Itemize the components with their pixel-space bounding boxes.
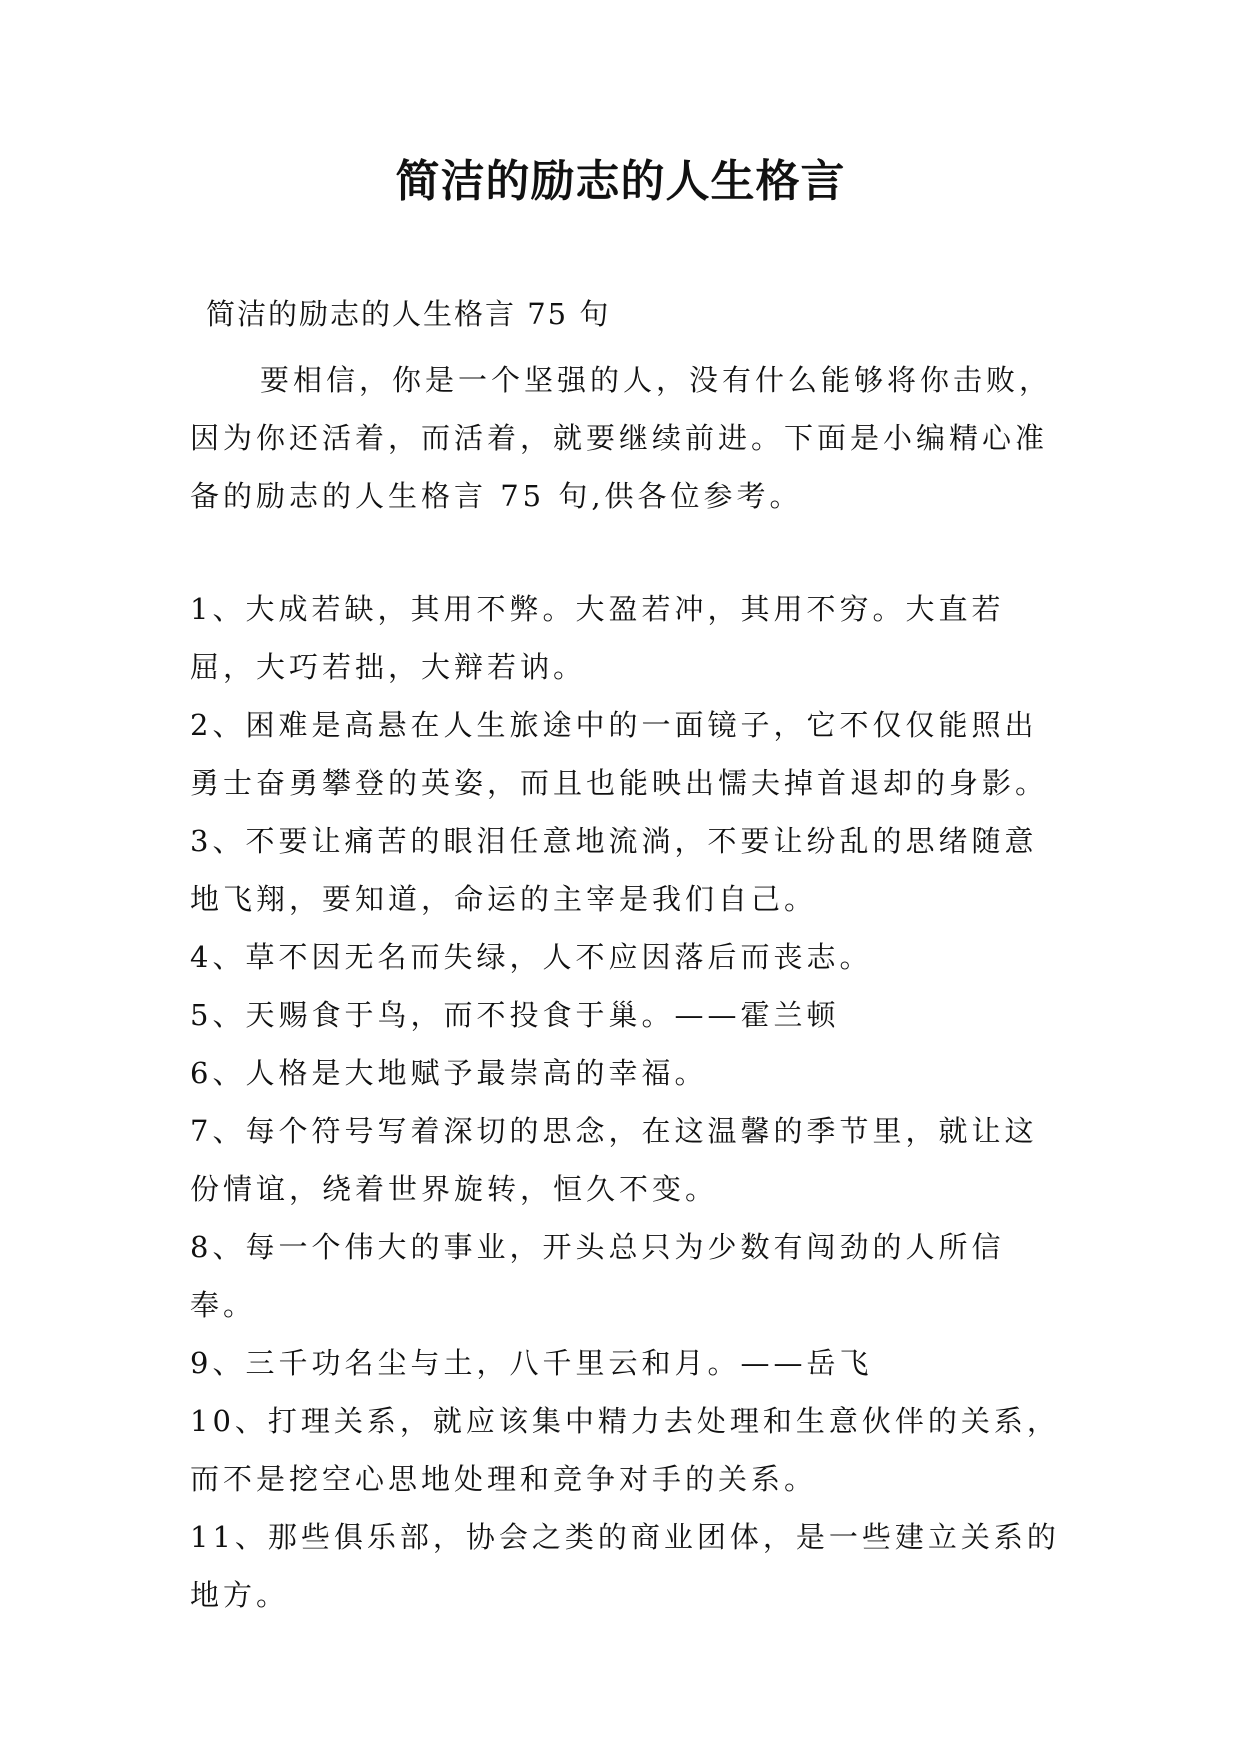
- list-item: 10、打理关系，就应该集中精力去处理和生意伙伴的关系，而不是挖空心思地处理和竞争对手的关系。: [190, 1404, 1060, 1496]
- list-item: 7、每个符号写着深切的思念，在这温馨的季节里，就让这份情谊，绕着世界旋转，恒久不变。: [190, 1114, 1038, 1206]
- list-item: 3、不要让痛苦的眼泪任意地流淌，不要让纷乱的思绪随意地飞翔，要知道，命运的主宰是我们自己。: [190, 824, 1038, 916]
- list-item: 5、天赐食于鸟，而不投食于巢。——霍兰顿: [190, 998, 840, 1032]
- page-title: 简洁的励志的人生格言: [395, 156, 846, 207]
- list-item: 8、每一个伟大的事业，开头总只为少数有闯劲的人所信奉。: [190, 1230, 1005, 1322]
- list-item: 1、大成若缺，其用不弊。大盈若冲，其用不穷。大直若屈，大巧若拙，大辩若讷。: [190, 592, 1005, 684]
- subtitle: 简洁的励志的人生格言 75 句: [206, 297, 611, 331]
- list-item: 11、那些俱乐部，协会之类的商业团体，是一些建立关系的地方。: [190, 1520, 1060, 1612]
- list-item: 9、三千功名尘与土，八千里云和月。——岳飞: [190, 1346, 873, 1380]
- quote-list: [190, 580, 1070, 1624]
- list-item: 2、困难是高悬在人生旅途中的一面镜子，它不仅仅能照出勇士奋勇攀登的英姿，而且也能映出懦夫掉首退却的身影。: [190, 708, 1049, 800]
- list-item: 4、草不因无名而失绿，人不应因落后而丧志。: [190, 940, 873, 974]
- intro-paragraph: 要相信，你是一个坚强的人，没有什么能够将你击败，因为你还活着，而活着，就要继续前进。下面是小编精心准备的励志的人生格言 75 句,供各位参考。: [190, 363, 1053, 513]
- list-item: 6、人格是大地赋予最崇高的幸福。: [190, 1056, 708, 1090]
